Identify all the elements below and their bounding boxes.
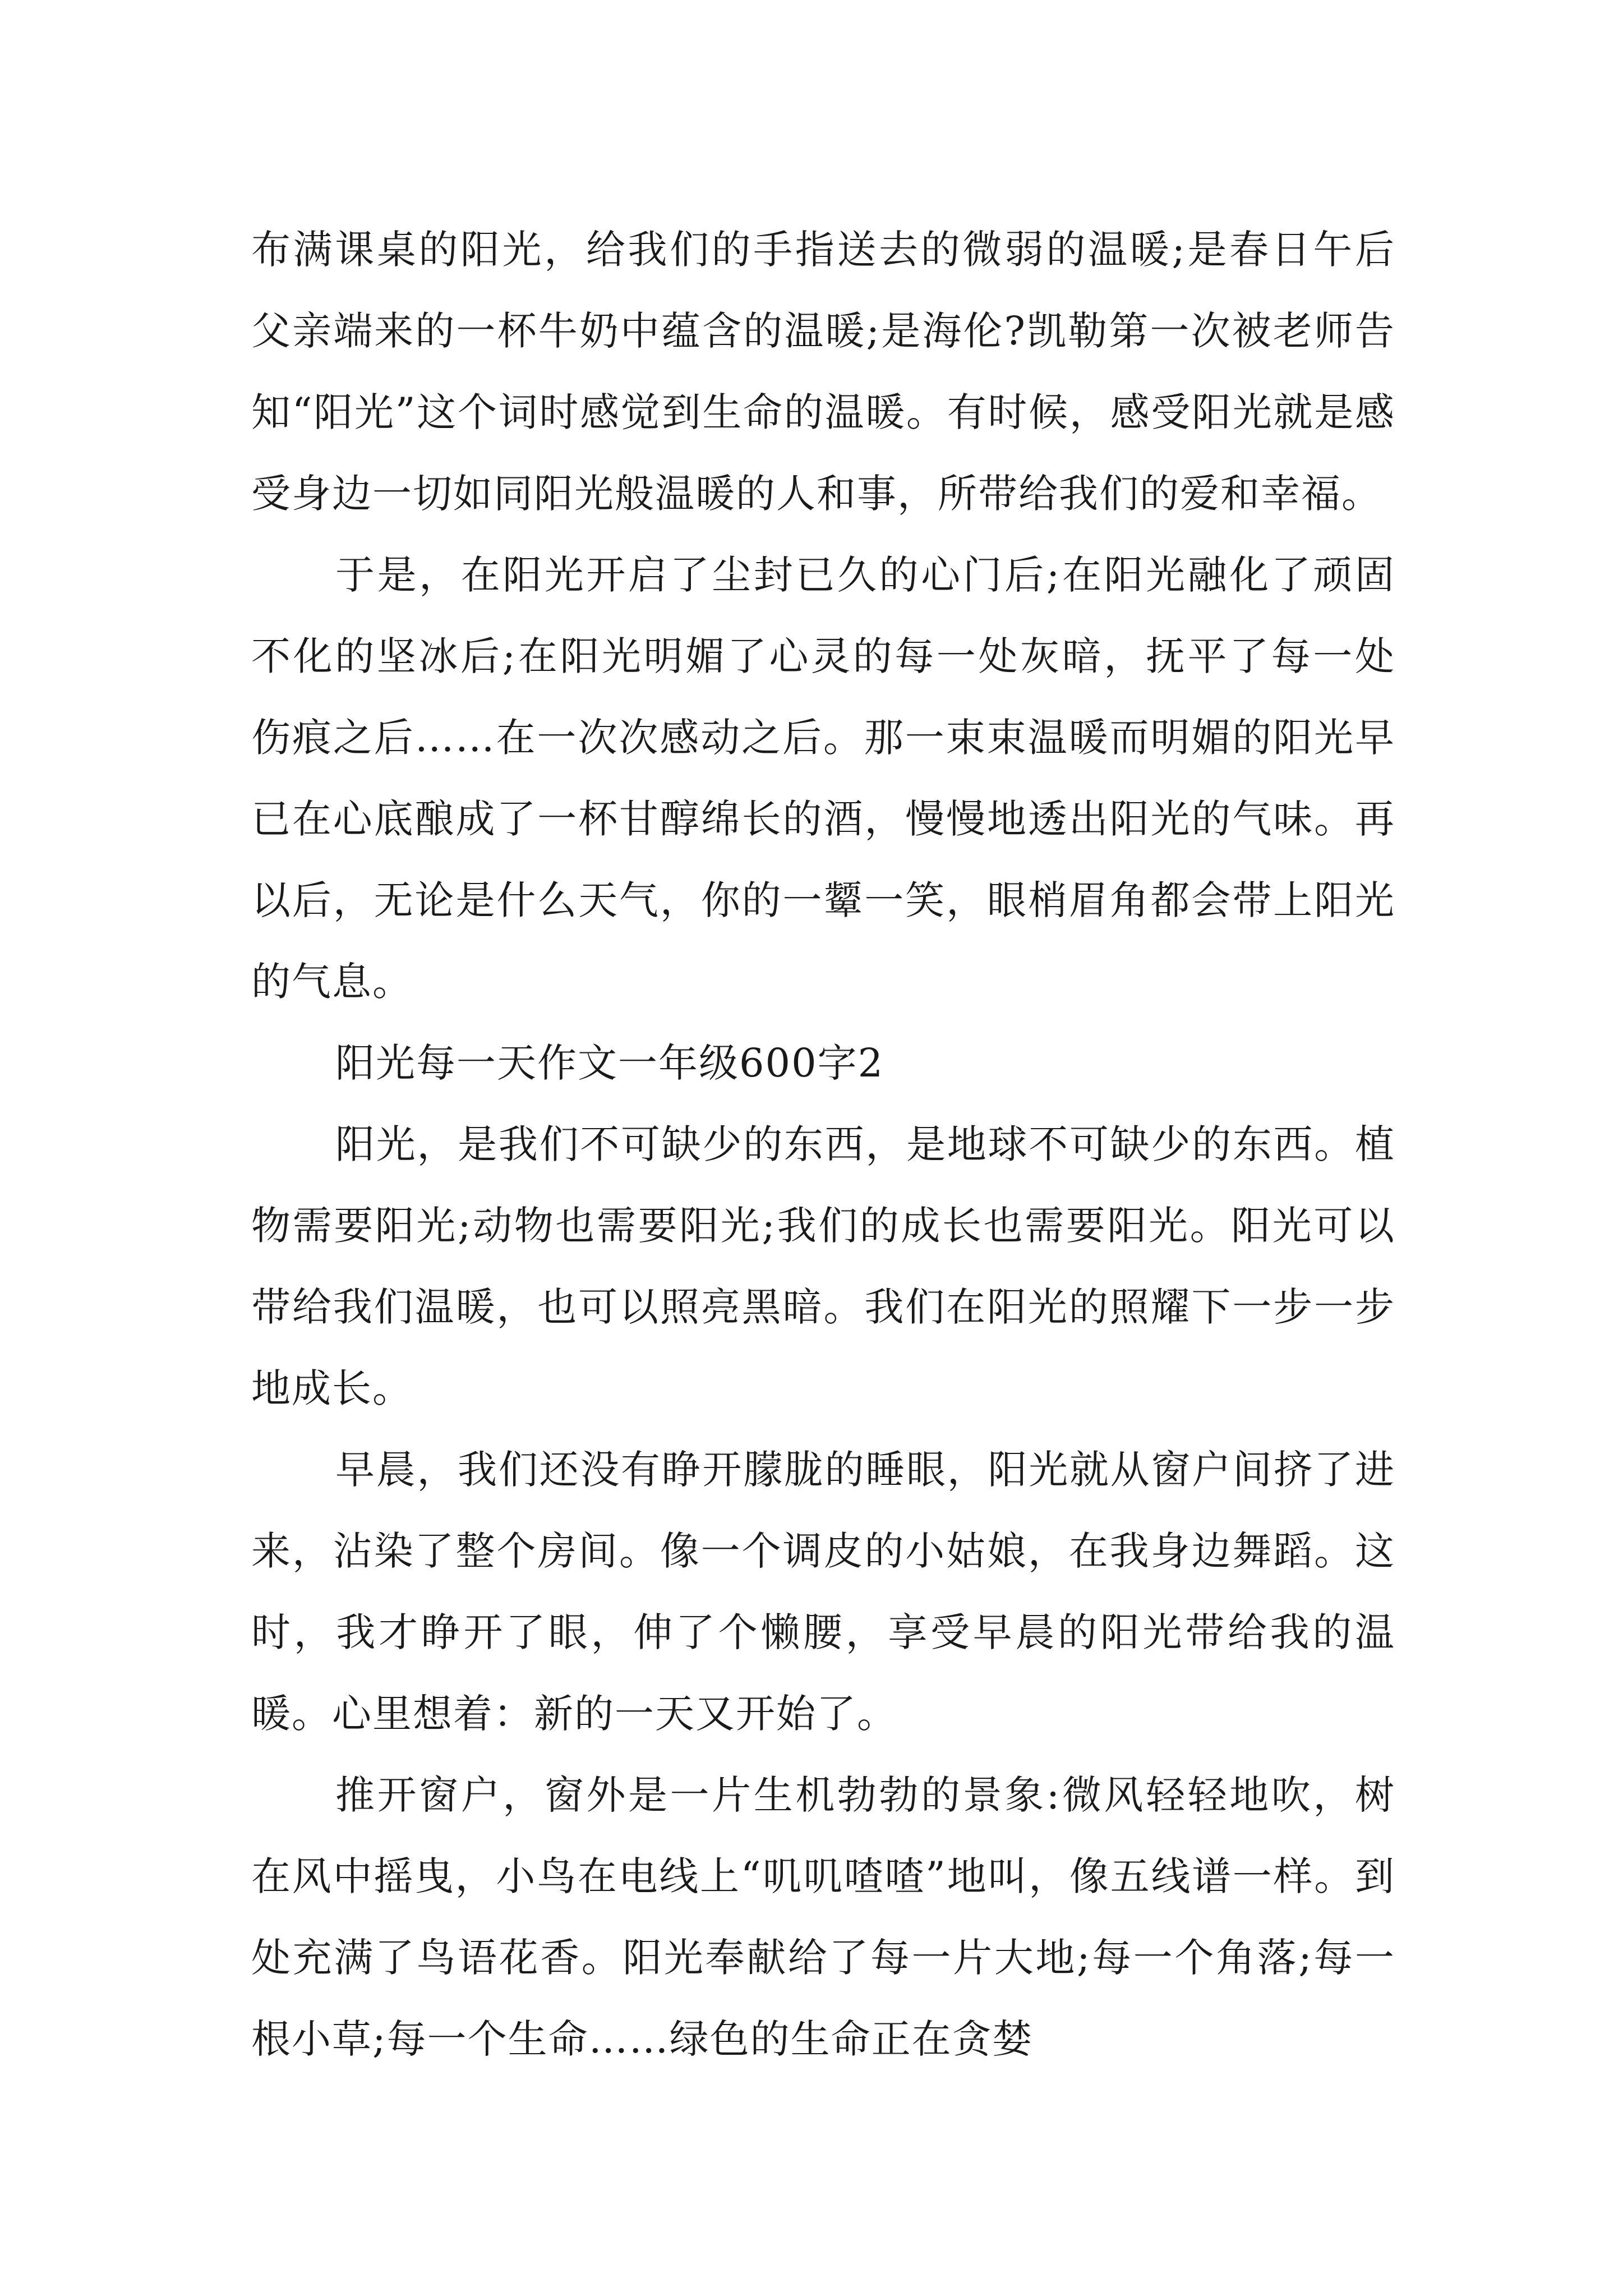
section-heading: 阳光每一天作文一年级600字2 (335, 1040, 884, 1086)
document-body (251, 209, 1395, 2080)
paragraph-2: 于是，在阳光开启了尘封已久的心门后;在阳光融化了顽固不化的坚冰后;在阳光明媚了心灵的每一处灰暗，抚平了每一处伤痕之后……在一次次感动之后。那一束束温暖而明媚的阳光早已在心底酿成了一杯甘醇绵长的酒，慢慢地透出阳光的气味。再以后，无论是什么天气，你的一颦一笑，眼梢眉角都会带上阳光的气息。 (251, 552, 1395, 1005)
paragraph-1: 布满课桌的阳光，给我们的手指送去的微弱的温暖;是春日午后父亲端来的一杯牛奶中蕴含的温暖;是海伦?凯勒第一次被老师告知“阳光”这个词时感觉到生命的温暖。有时候，感受阳光就是感受身边一切如同阳光般温暖的人和事，所带给我们的爱和幸福。 (251, 227, 1395, 517)
paragraph-3: 阳光，是我们不可缺少的东西，是地球不可缺少的东西。植物需要阳光;动物也需要阳光;我们的成长也需要阳光。阳光可以带给我们温暖，也可以照亮黑暗。我们在阳光的照耀下一步一步地成长。 (251, 1121, 1395, 1411)
paragraph-4: 早晨，我们还没有睁开朦胧的睡眼，阳光就从窗户间挤了进来，沾染了整个房间。像一个调皮的小姑娘，在我身边舞蹈。这时，我才睁开了眼，伸了个懒腰，享受早晨的阳光带给我的温暖。心里想着：新的一天又开始了。 (251, 1447, 1395, 1737)
paragraph-5: 推开窗户，窗外是一片生机勃勃的景象:微风轻轻地吹，树在风中摇曳，小鸟在电线上“叽叽喳喳”地叫，像五线谱一样。到处充满了鸟语花香。阳光奉献给了每一片大地;每一个角落;每一根小草;每一个生命……绿色的生命正在贪婪 (251, 1772, 1395, 2062)
